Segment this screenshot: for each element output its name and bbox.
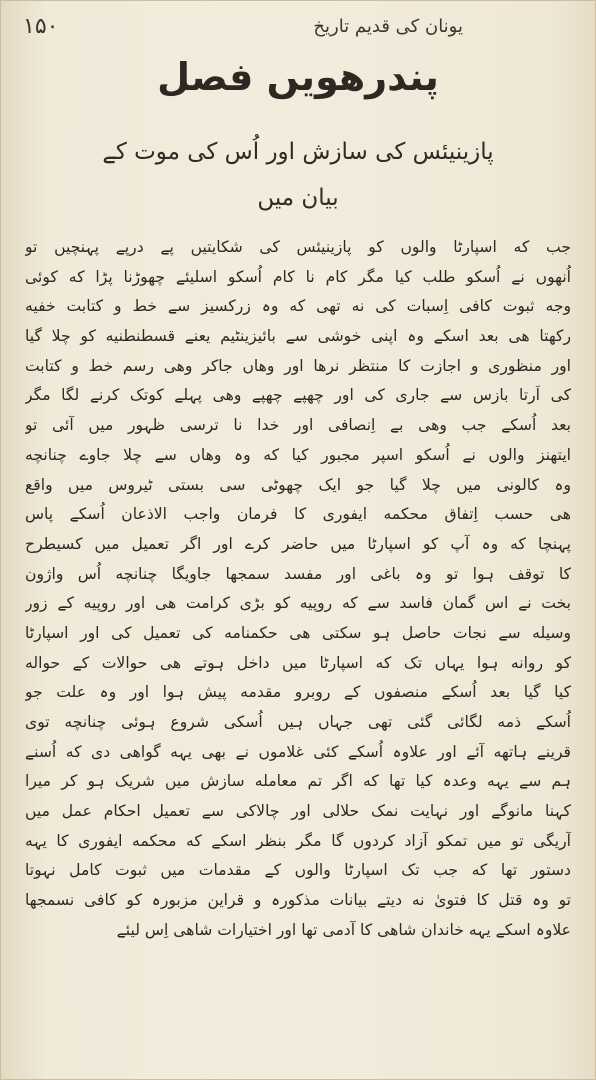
body-line: قرینے ہاتھه آئے اور علاوہ اُسکے کئی غلاموں نے بھی یہه گواھی دی که اُسنے [25,742,571,761]
body-line: ایتھنز والوں نے اُسکو اسپر مجبور کیا که وہ وھاں سے چلا جاوے چنانچه [25,445,571,464]
body-line: پہنچا که وہ آپ کو اسپارٹا میں حاضر کرے اور اگر تعمیل میں کسیطرح [25,534,571,553]
body-line: بعد اُسکے جب وھی بے اِنصافی اور خدا نا ترسی ظہور میں آئی تو [25,416,571,435]
body-line: کی اَرتا بازس سے جاری کی اور چھپے چھپے وھی پہلے کوتک کرنے لگا مگر [25,386,571,405]
body-line: وجه ثبوت کافی اِسبات کی نه تھی که وہ زرکسیز سے خط و کتابت خفیه [25,297,571,316]
body-line: علاوہ اسکے یہه خاندان شاھی کا آدمی تھا اور اختیارات شاھی اِس لیئے [116,920,571,939]
page-header [23,9,573,43]
chapter-heading-line-1: پازینیئس کی سازش اور اُس کی موت کے [102,139,494,165]
body-line: ھی حسب اِتفاق محکمه ایفوری کا فرمان واجب الاذعان اُسکے پاس [25,505,571,524]
body-line: جب که اسپارٹا والوں کو پازینیئس کی شکایتیں پے درپے پہنچیں تو [25,238,571,256]
body-text [25,233,571,946]
body-line: وہ کالونی میں چلا گیا جو ایک چھوٹی سی بستی ٹیروس میں واقع [25,475,571,494]
body-line: کا توقف ہوا تو وہ باغی اور مفسد سمجھا جاویگا چنانچه اُس واژون [25,564,571,583]
body-line: اُسکے ذمه لگائی گئی تھی جہاں ہیں اُسکی شروع ہوئی چنانچه توی [25,713,571,731]
body-line: کیا گیا بعد اُسکے منصفوں کے روبرو مقدمه پیش ہوا اور وہ علت جو [25,683,571,702]
body-line: ہم سے یہه وعدہ کیا تھا که اگر تم معامله سازش میں شریک ہو کر میرا [25,772,571,791]
body-line: دستور تھا که جب تک اسپارٹا والوں کے مقدمات میں ثبوت کامل نہوتا [25,861,571,880]
body-line: اُنھوں نے اُسکو طلب کیا مگر کام نا کام اُسکو اسلیئے چھوڑنا پڑا که کوئی [25,267,571,286]
running-head: یونان کی قدیم تاریخ [313,15,463,37]
chapter-heading-line-2: بیان میں [257,185,339,211]
body-line: کہنا مانوگے اور نہایت نمک حلالی اور چالاکی سے تعمیل احکام عمل میں [25,802,571,821]
body-line: آریگی تو میں تمکو آزاد کردوں گا مگر بنظر اسکے که محکمه ایفوری کا یہه [25,831,571,850]
body-line: تو وہ قتل کا فتویٰ نه دیتے بیانات مذکورہ و قراین مزبورہ کو کافی نسمجھا [25,891,571,910]
body-line: رکھتا ھی بعد اسکے وہ اپنی خوشی سے بائیزینٹیم یعنے قسطنطنیه کو چلا گیا [25,327,571,346]
page-number: ۱۵۰ [23,13,59,39]
body-line: بخت نے اس گمان فاسد سے که روپیه کو بڑی کرامت ھی اور روپیه کے زور [25,594,571,613]
body-line: اور منظوری و اجازت کا منتظر نرھا اور وھاں جاکر وھی رسم خط و کتابت [25,356,571,375]
body-line: کو روانه ہوا یہاں تک که اسپارٹا میں داخل ہوتے ھی حوالات کے حواله [25,653,571,672]
body-line: وسیله سے نجات حاصل ہو سکتی ھی حکمنامه کی تعمیل کی اور اسپارٹا [25,623,571,642]
chapter-title: پندرھویں فصل [157,55,439,99]
